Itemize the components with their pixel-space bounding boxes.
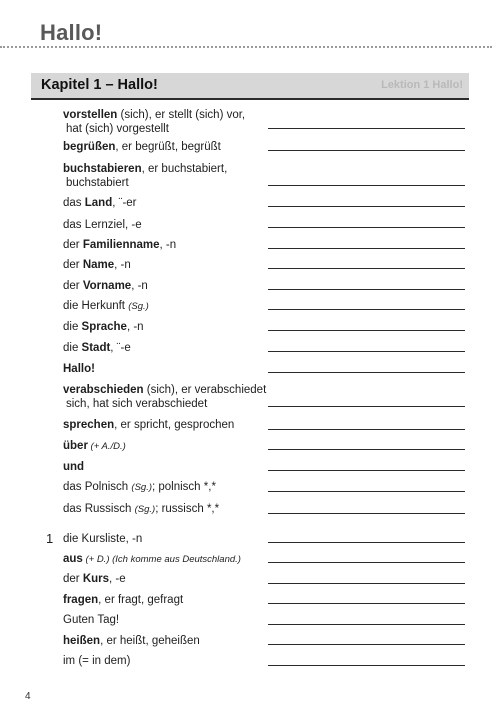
answer-line[interactable] xyxy=(268,429,465,430)
vocab-entry xyxy=(63,480,268,495)
entry-word: verabschieden xyxy=(63,384,144,396)
entry-prefix: der xyxy=(63,259,83,271)
entry-forms: (sich), er verabschiedet xyxy=(143,384,267,396)
vocab-entry xyxy=(63,552,268,567)
vocab-entry xyxy=(63,439,268,454)
vocab-entry xyxy=(63,341,268,355)
entry-grammar-note: (+ D.) (Ich komme aus Deutschland.) xyxy=(82,554,241,565)
entry-prefix: das Lernziel, -e xyxy=(63,219,142,231)
entry-prefix: das Polnisch xyxy=(63,481,132,493)
answer-line[interactable] xyxy=(268,603,465,604)
vocab-entry xyxy=(63,238,268,252)
vocab-entry xyxy=(63,162,268,190)
entry-word: Kurs xyxy=(82,573,110,585)
answer-line[interactable] xyxy=(268,491,465,492)
entry-continuation: buchstabiert xyxy=(66,177,129,189)
entry-forms: ; polnisch *,* xyxy=(152,481,216,493)
entry-continuation: sich, hat sich verabschiedet xyxy=(66,398,208,410)
vocab-entry xyxy=(63,593,268,607)
vocab-entry xyxy=(63,502,268,517)
answer-line[interactable] xyxy=(268,289,465,290)
answer-line[interactable] xyxy=(268,470,465,471)
entry-continuation: hat (sich) vorgestellt xyxy=(66,123,169,135)
entry-grammar-note: (Sg.) xyxy=(134,504,156,515)
answer-line[interactable] xyxy=(268,372,465,373)
answer-line[interactable] xyxy=(268,542,465,543)
entry-prefix: das Russisch xyxy=(63,503,135,515)
answer-line[interactable] xyxy=(268,406,465,407)
vocab-entry xyxy=(63,218,268,232)
vocab-entry xyxy=(63,320,268,334)
vocab-entry xyxy=(63,383,268,411)
answer-line[interactable] xyxy=(268,583,465,584)
entry-forms: , -n xyxy=(159,239,177,251)
entry-forms: , -n xyxy=(131,280,148,292)
vocab-entry xyxy=(63,654,268,668)
entry-prefix: Guten Tag! xyxy=(63,614,120,626)
vocab-entry xyxy=(63,418,268,432)
vocab-entry xyxy=(63,279,268,293)
entry-word: Land xyxy=(84,197,113,209)
entry-prefix: die Kursliste, -n xyxy=(63,533,143,545)
vocab-entry xyxy=(63,532,268,546)
entry-word: Hallo! xyxy=(63,363,95,375)
vocab-entry xyxy=(63,140,268,154)
entry-grammar-note: (Sg.) xyxy=(131,482,152,493)
entry-word: Stadt xyxy=(81,342,111,354)
page-title: Hallo! xyxy=(40,20,103,45)
entry-word: Familienname xyxy=(82,239,160,251)
answer-line[interactable] xyxy=(268,351,465,352)
vocab-entry xyxy=(63,299,268,314)
answer-line[interactable] xyxy=(268,513,465,514)
entry-forms: , -e xyxy=(109,573,126,585)
entry-word: Sprache xyxy=(81,321,127,333)
answer-line[interactable] xyxy=(268,624,465,625)
vocab-entry xyxy=(63,572,268,586)
answer-line[interactable] xyxy=(268,227,465,228)
answer-line[interactable] xyxy=(268,206,465,207)
answer-line[interactable] xyxy=(268,128,465,129)
entry-prefix: das xyxy=(63,197,85,209)
answer-line[interactable] xyxy=(268,248,465,249)
entry-forms: , er begrüßt, begrüßt xyxy=(115,141,221,153)
answer-line[interactable] xyxy=(268,644,465,645)
entry-word: aus xyxy=(63,553,83,565)
entry-forms: ; russisch *,* xyxy=(155,503,220,515)
answer-line[interactable] xyxy=(268,665,465,666)
entry-word: Name xyxy=(82,259,115,271)
entry-prefix: im (= in dem) xyxy=(63,655,131,667)
entry-forms: , er buchstabiert, xyxy=(141,163,228,175)
vocab-entry xyxy=(63,108,268,136)
page-number: 4 xyxy=(25,691,31,702)
entry-prefix: der xyxy=(63,280,83,292)
vocab-entry xyxy=(63,613,268,627)
entry-forms: , ¨-er xyxy=(112,197,137,209)
entry-forms: , -n xyxy=(114,259,131,271)
entry-prefix: die xyxy=(63,321,82,333)
answer-line[interactable] xyxy=(268,562,465,563)
entry-prefix: die Herkunft xyxy=(63,300,129,312)
entry-word: buchstabieren xyxy=(63,163,142,175)
chapter-ghost-label: Lektion 1 Hallo! xyxy=(381,79,463,91)
answer-line[interactable] xyxy=(268,330,465,331)
entry-forms: , -n xyxy=(126,321,144,333)
entry-forms: , ¨-e xyxy=(110,342,131,354)
chapter-title: Kapitel 1 – Hallo! xyxy=(41,77,158,93)
section-number: 1 xyxy=(46,531,54,546)
entry-word: begrüßen xyxy=(63,141,116,153)
entry-word: über xyxy=(63,440,88,452)
answer-line[interactable] xyxy=(268,150,465,151)
answer-line[interactable] xyxy=(268,268,465,269)
entry-word: heißen xyxy=(63,635,101,647)
entry-word: Vorname xyxy=(82,280,132,292)
entry-prefix: die xyxy=(63,342,82,354)
vocab-entry xyxy=(63,460,268,474)
entry-forms: , er spricht, gesprochen xyxy=(114,419,235,431)
vocab-entry xyxy=(63,196,268,210)
entry-forms: , er fragt, gefragt xyxy=(98,594,184,606)
entry-forms: , er heißt, geheißen xyxy=(100,635,200,647)
entry-word: und xyxy=(63,461,85,473)
vocab-entry xyxy=(63,258,268,272)
entry-grammar-note: (Sg.) xyxy=(128,301,149,312)
entry-prefix: der xyxy=(63,573,83,585)
answer-line[interactable] xyxy=(268,309,465,310)
entry-grammar-note: (+ A./D.) xyxy=(87,441,126,452)
vocab-entry xyxy=(63,634,268,648)
entry-word: vorstellen xyxy=(63,109,118,121)
vocab-entry xyxy=(63,362,268,376)
entry-prefix: der xyxy=(63,239,83,251)
entry-forms: (sich), er stellt (sich) vor, xyxy=(117,109,246,121)
entry-word: fragen xyxy=(63,594,99,606)
entry-word: sprechen xyxy=(63,419,115,431)
answer-line[interactable] xyxy=(268,449,465,450)
answer-line[interactable] xyxy=(268,185,465,186)
